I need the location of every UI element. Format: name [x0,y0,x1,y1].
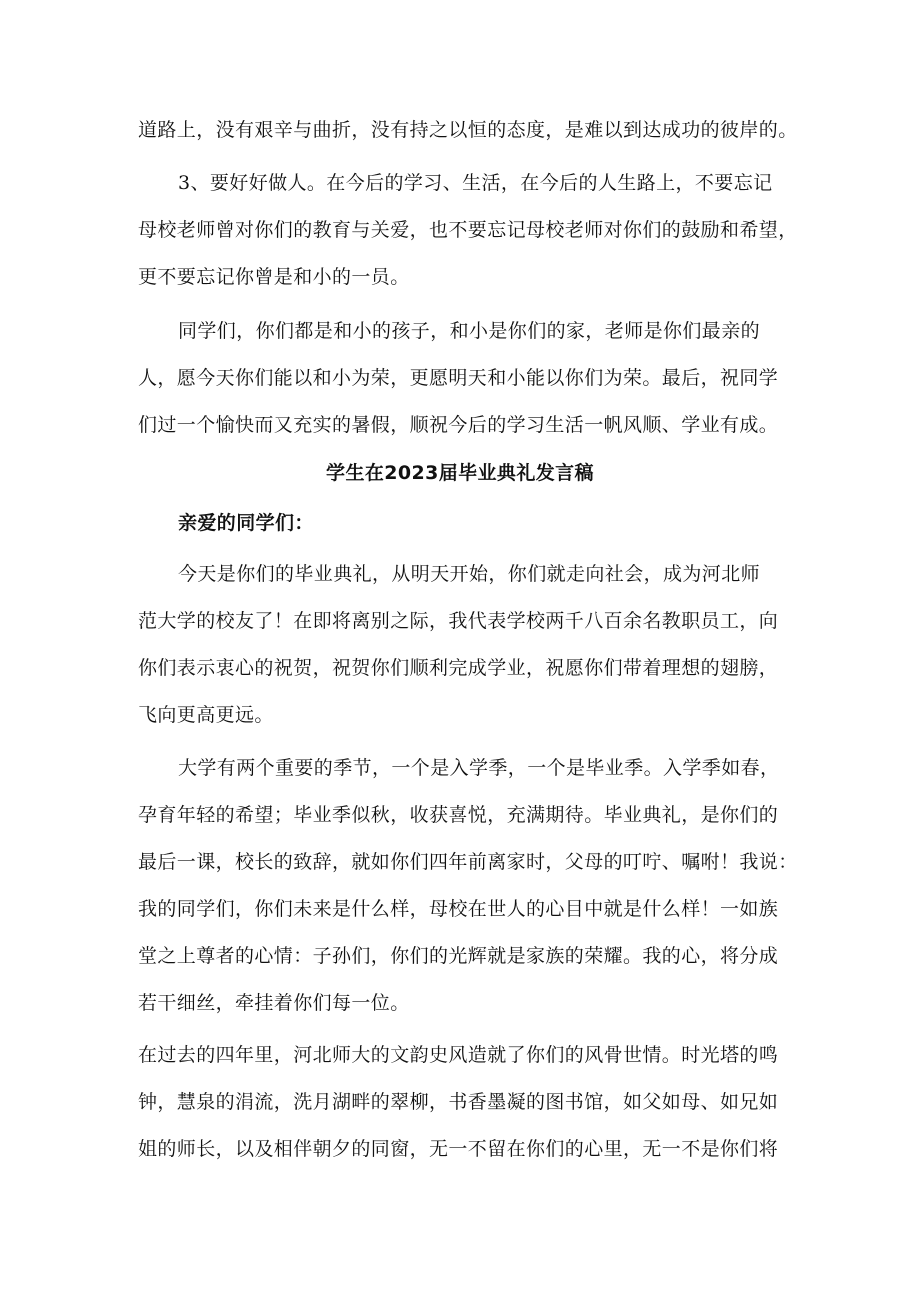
paragraph-line: 堂之上尊者的心情：子孙们，你们的光辉就是家族的荣耀。我的心，将分成 [138,945,779,967]
paragraph-line: 飞向更高更远。 [138,704,274,726]
paragraph-line: 若干细丝，牵挂着你们每一位。 [138,992,410,1014]
paragraph-line: 人，愿今天你们能以和小为荣，更愿明天和小能以你们为荣。最后，祝同学 [138,367,779,389]
paragraph-line: 你们表示衷心的祝贺，祝贺你们顺利完成学业，祝愿你们带着理想的翅膀， [138,657,779,679]
paragraph-line: 们过一个愉快而又充实的暑假，顺祝今后的学习生活一帆风顺、学业有成。 [138,414,779,436]
paragraph-line: 同学们，你们都是和小的孩子，和小是你们的家，老师是你们最亲的 [178,320,761,342]
paragraph-line: 姐的师长，以及相伴朝夕的同窗，无一不留在你们的心里，无一不是你们将 [138,1138,779,1160]
paragraph-line: 我的同学们，你们未来是什么样，母校在世人的心目中就是什么样！一如族 [138,898,779,920]
paragraph-line: 今天是你们的毕业典礼，从明天开始，你们就走向社会，成为河北师 [178,563,761,585]
paragraph-line: 更不要忘记你曾是和小的一员。 [138,266,410,288]
speech-title: 学生在2023届毕业典礼发言稿 [326,462,594,484]
paragraph-line: 最后一课，校长的致辞，就如你们四年前离家时，父母的叮咛、嘱咐！我说： [138,851,798,873]
paragraph-line: 孕育年轻的希望；毕业季似秋，收获喜悦，充满期待。毕业典礼，是你们的 [138,804,779,826]
paragraph-line: 大学有两个重要的季节，一个是入学季，一个是毕业季。入学季如春， [178,757,780,779]
paragraph-line: 道路上，没有艰辛与曲折，没有持之以恒的态度，是难以到达成功的彼岸的。 [138,119,798,141]
paragraph-line: 钟，慧泉的涓流，洗月湖畔的翠柳，书香墨凝的图书馆，如父如母、如兄如 [138,1091,779,1113]
paragraph-line: 3、要好好做人。在今后的学习、生活，在今后的人生路上，不要忘记 [178,172,773,194]
paragraph-line: 范大学的校友了！在即将离别之际，我代表学校两千八百余名教职员工，向 [138,610,779,632]
paragraph-line: 在过去的四年里，河北师大的文韵史风造就了你们的风骨世情。时光塔的鸣 [138,1044,779,1066]
paragraph-line: 母校老师曾对你们的教育与关爱，也不要忘记母校老师对你们的鼓励和希望， [138,219,798,241]
greeting: 亲爱的同学们： [178,512,314,534]
